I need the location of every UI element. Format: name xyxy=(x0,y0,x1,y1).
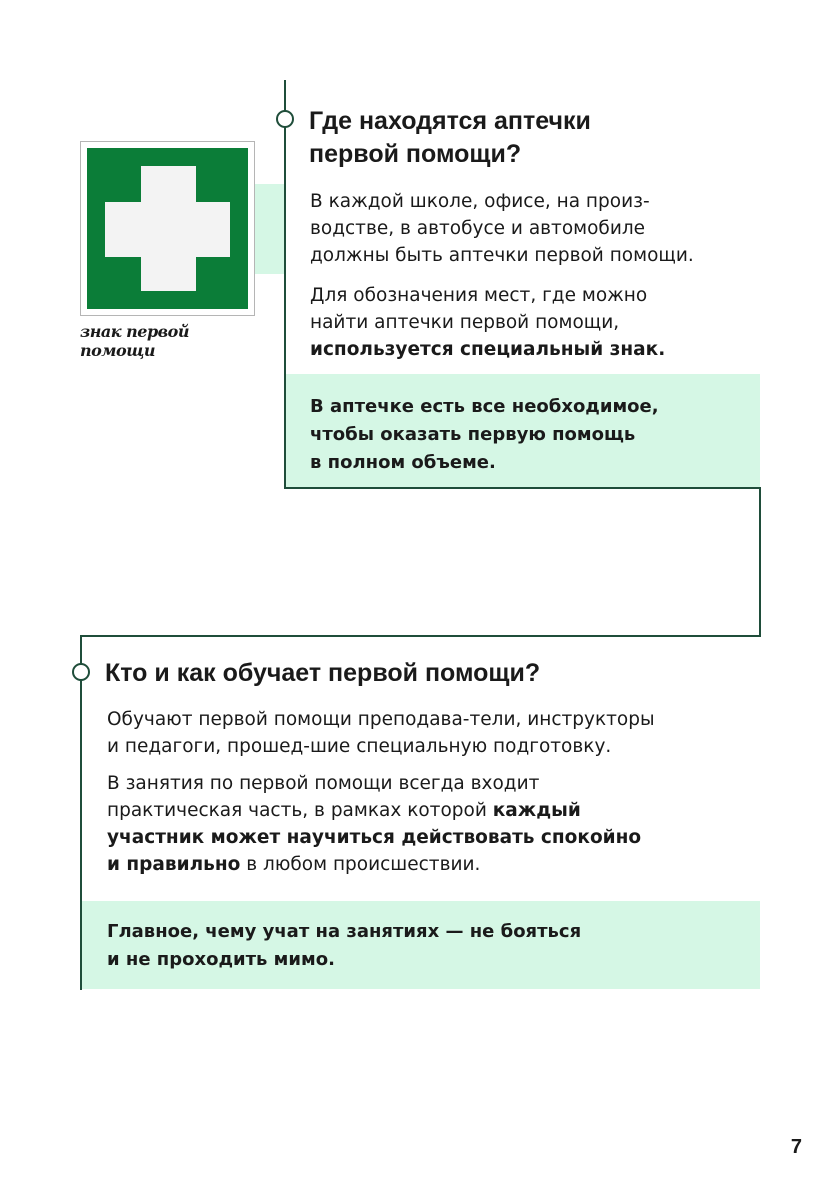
section1-title xyxy=(309,105,591,171)
first-aid-cross-horizontal xyxy=(105,202,230,257)
section2-callout-text xyxy=(107,918,581,974)
section1-title-line2: первой помощи? xyxy=(309,140,522,168)
section2-title: Кто и как обучает первой помощи? xyxy=(105,659,541,687)
sign-backdrop-tint xyxy=(255,184,285,274)
section2-p2-line4-bold: и правильно xyxy=(107,854,241,875)
section2-marker-dot xyxy=(72,663,90,681)
section1-title-line1: Где находятся аптечки xyxy=(309,107,591,135)
section1-paragraph2 xyxy=(310,282,665,363)
connector-right-vertical xyxy=(759,487,761,637)
section1-paragraph1 xyxy=(310,188,694,269)
connector-bottom-vertical xyxy=(80,635,82,990)
first-aid-sign-green-square xyxy=(87,148,248,309)
section2-p1-line2: и педагоги, прошед-шие специальную подготовку. xyxy=(107,736,612,757)
first-aid-sign xyxy=(80,141,255,316)
page-number: 7 xyxy=(790,1136,802,1158)
section2-p1-line1: Обучают первой помощи преподава-тели, инструкторы xyxy=(107,709,655,730)
section1-callout-line1: В аптечке есть все необходимое, xyxy=(310,396,659,417)
section2-paragraph2 xyxy=(107,770,641,878)
section1-p1-line1: В каждой школе, офисе, на произ- xyxy=(310,191,650,212)
section1-p2-line2: найти аптечки первой помощи, xyxy=(310,312,620,333)
section2-p2-line2-bold: каждый xyxy=(492,800,581,821)
section2-p2-line3-bold: участник может научиться действовать спокойно xyxy=(107,827,642,848)
section2-callout-line1: Главное, чему учат на занятиях — не бояться xyxy=(107,921,582,942)
section1-callout-line2: чтобы оказать первую помощь xyxy=(310,424,636,445)
section1-p2-line1: Для обозначения мест, где можно xyxy=(310,285,648,306)
sign-caption: знак первой помощи xyxy=(80,322,189,360)
section2-p2-line4-normal: в любом происшествии. xyxy=(240,854,481,875)
connector-top-vertical xyxy=(284,80,286,489)
section1-callout-text xyxy=(310,393,659,477)
section2-callout-line2: и не проходить мимо. xyxy=(107,949,335,970)
connector-middle-horizontal xyxy=(284,487,761,489)
section1-p1-line2: водстве, в автобусе и автомобиле xyxy=(310,218,646,239)
section2-paragraph1 xyxy=(107,706,655,760)
connector-lower-horizontal xyxy=(80,635,761,637)
section1-p2-line3-bold: используется специальный знак. xyxy=(310,339,666,360)
section1-marker-dot xyxy=(276,110,294,128)
section2-p2-line2-normal: практическая часть, в рамках которой xyxy=(107,800,493,821)
section1-callout-line3: в полном объеме. xyxy=(310,452,496,473)
section2-p2-line1: В занятия по первой помощи всегда входит xyxy=(107,773,540,794)
section1-p1-line3: должны быть аптечки первой помощи. xyxy=(310,245,694,266)
